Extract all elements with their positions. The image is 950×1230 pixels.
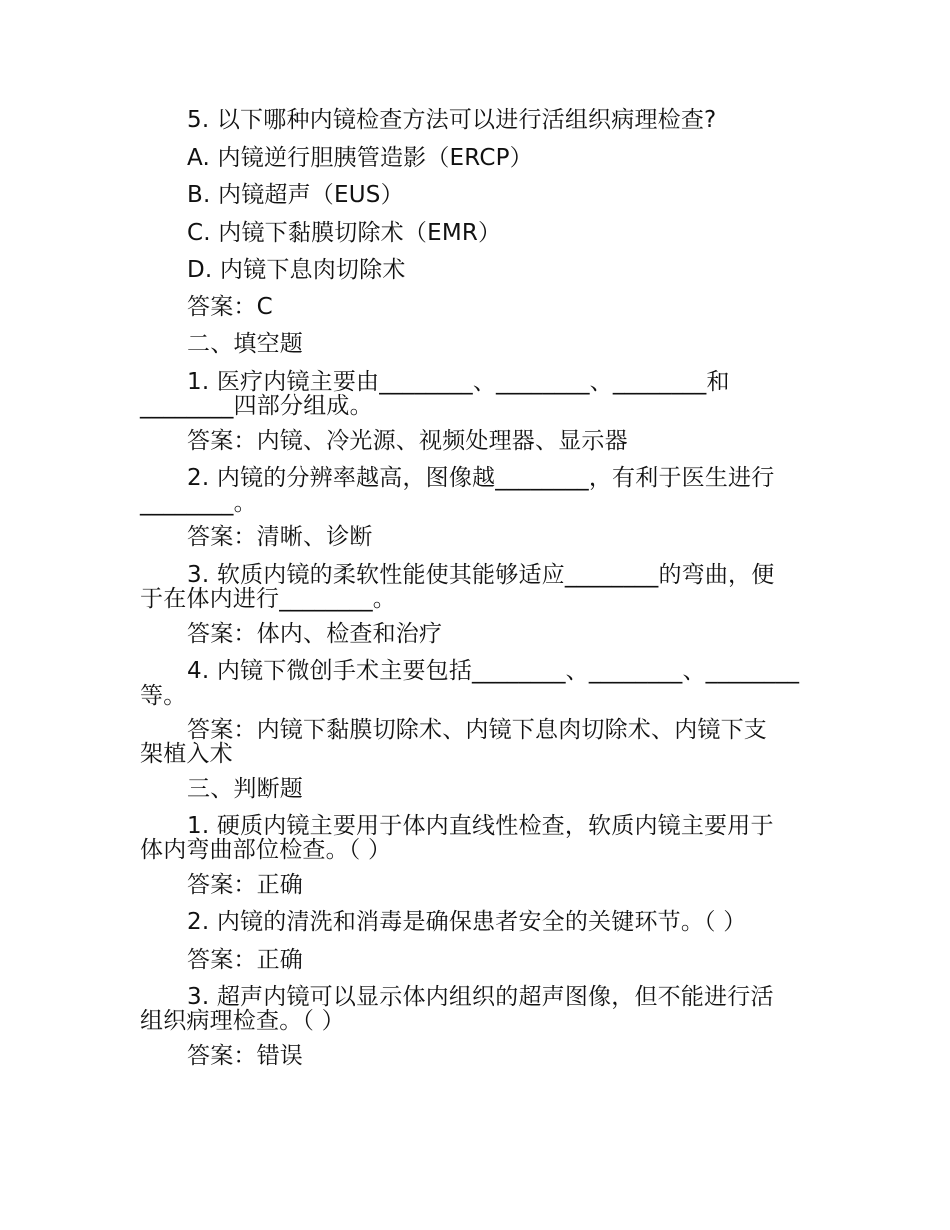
tf-question-1: 1. 硬质内镜主要用于体内直线性检查，软质内镜主要用于 bbox=[187, 813, 774, 839]
tf-answer-1: 答案：正确 bbox=[187, 872, 303, 898]
option-d: D. 内镜下息肉切除术 bbox=[187, 257, 406, 283]
fill-question-2-cont: ________。 bbox=[140, 490, 257, 516]
fill-question-1-cont: ________四部分组成。 bbox=[140, 393, 373, 419]
section-fill-blank: 二、填空题 bbox=[187, 331, 303, 357]
question-5: 5. 以下哪种内镜检查方法可以进行活组织病理检查? bbox=[187, 107, 717, 133]
answer-5: 答案：C bbox=[187, 294, 273, 320]
option-a: A. 内镜逆行胆胰管造影（ERCP） bbox=[187, 145, 533, 171]
fill-question-3: 3. 软质内镜的柔软性能使其能够适应________的弯曲，便 bbox=[187, 562, 775, 588]
fill-question-1: 1. 医疗内镜主要由________、________、________和 bbox=[187, 369, 730, 395]
option-c: C. 内镜下黏膜切除术（EMR） bbox=[187, 220, 502, 246]
option-b: B. 内镜超声（EUS） bbox=[187, 182, 404, 208]
tf-answer-2: 答案：正确 bbox=[187, 947, 303, 973]
fill-answer-2: 答案：清晰、诊断 bbox=[187, 524, 373, 550]
fill-question-4-cont: 等。 bbox=[140, 683, 187, 709]
tf-question-3: 3. 超声内镜可以显示体内组织的超声图像，但不能进行活 bbox=[187, 984, 774, 1010]
section-true-false: 三、判断题 bbox=[187, 776, 303, 802]
fill-answer-4-cont: 架植入术 bbox=[140, 741, 233, 767]
fill-answer-1: 答案：内镜、冷光源、视频处理器、显示器 bbox=[187, 428, 628, 454]
fill-answer-3: 答案：体内、检查和治疗 bbox=[187, 621, 443, 647]
fill-question-2: 2. 内镜的分辨率越高，图像越________，有利于医生进行 bbox=[187, 465, 775, 491]
fill-question-3-cont: 于在体内进行________。 bbox=[140, 586, 396, 612]
fill-question-4: 4. 内镜下微创手术主要包括________、________、________ bbox=[187, 658, 800, 684]
tf-question-3-cont: 组织病理检查。（ ） bbox=[140, 1008, 345, 1034]
tf-question-2: 2. 内镜的清洗和消毒是确保患者安全的关键环节。（ ） bbox=[187, 909, 747, 935]
tf-question-1-cont: 体内弯曲部位检查。（ ） bbox=[140, 837, 392, 863]
fill-answer-4: 答案：内镜下黏膜切除术、内镜下息肉切除术、内镜下支 bbox=[187, 717, 767, 743]
tf-answer-3: 答案：错误 bbox=[187, 1043, 303, 1069]
